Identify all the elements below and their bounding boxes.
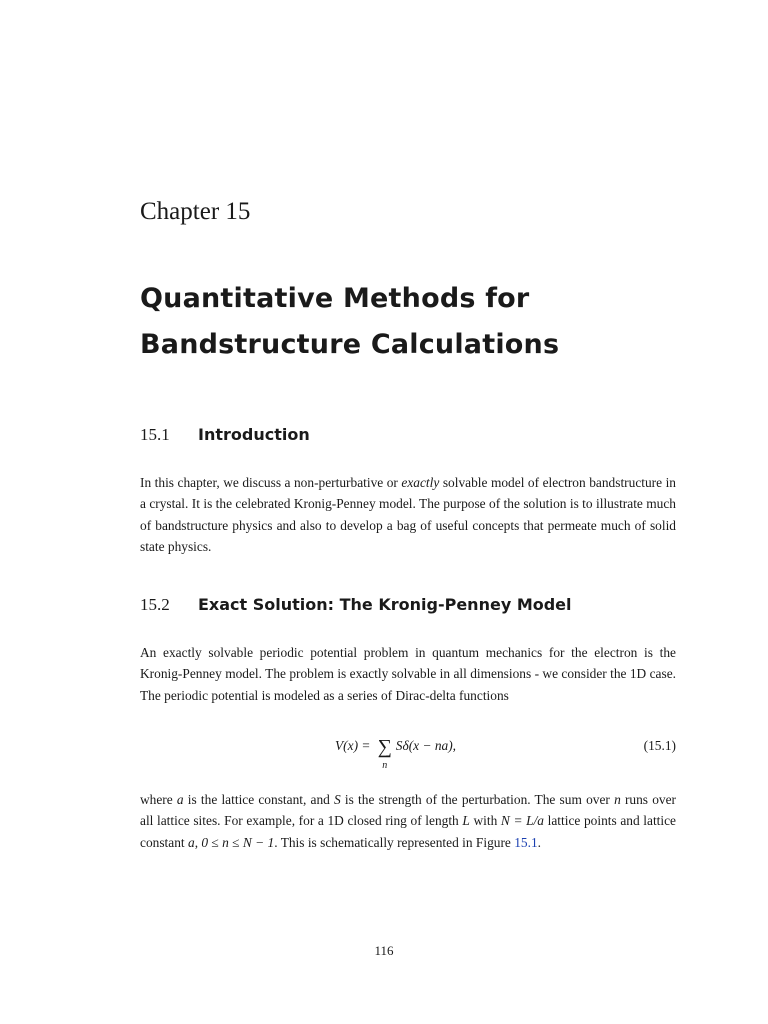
text: . This is schematically represented in Figure xyxy=(274,834,515,850)
section-number: 15.1 xyxy=(140,425,170,444)
section-heading-introduction xyxy=(140,425,310,445)
section-title: Introduction xyxy=(198,425,310,444)
equation-rhs: Sδ(x − na), xyxy=(395,738,457,753)
equation-15-1 xyxy=(140,736,676,776)
chapter-title xyxy=(140,276,700,368)
sum-symbol: ∑ xyxy=(377,736,392,758)
kp-intro-paragraph: An exactly solvable periodic potential problem in quantum mechanics for the electron is the Kronig-Penney model. The problem is exactly solvable in all dimensions - we consider the 1D case. The periodic potential is modeled as a series of Dirac-delta functions xyxy=(140,645,676,703)
math-var: L xyxy=(462,813,470,829)
math-expr: 0 ≤ n ≤ N − 1 xyxy=(201,834,275,850)
math-var: S xyxy=(334,792,341,807)
equation-number: (15.1) xyxy=(643,738,676,753)
page-number: 116 xyxy=(374,943,394,958)
text: . xyxy=(537,834,542,850)
summation xyxy=(374,736,396,771)
math-var: n xyxy=(614,792,621,807)
intro-emphasis: exactly xyxy=(401,475,440,490)
equation-lhs: V(x) = xyxy=(335,738,374,753)
text: , xyxy=(194,834,202,850)
section-heading-kronig-penney xyxy=(140,595,572,615)
sum-index: n xyxy=(382,760,388,771)
intro-text-1: In this chapter, we discuss a non-perturbative or xyxy=(140,475,402,490)
math-var: a xyxy=(176,792,184,807)
section-number: 15.2 xyxy=(140,595,170,614)
text: where xyxy=(140,792,177,807)
equation-body xyxy=(335,736,457,771)
chapter-label: Chapter 15 xyxy=(140,198,251,225)
text: runs over all lattice sites. For example, for a 1D closed ring of length xyxy=(140,792,676,829)
text: is the strength of the perturbation. The sum over xyxy=(340,792,615,807)
text: is the lattice constant, and xyxy=(183,792,335,807)
chapter-title-line-2: Bandstructure Calculations xyxy=(140,329,560,360)
figure-link[interactable]: 15.1 xyxy=(514,834,538,850)
section-title: Exact Solution: The Kronig-Penney Model xyxy=(198,595,572,614)
chapter-title-line-1: Quantitative Methods for xyxy=(140,283,530,314)
text: with xyxy=(469,813,501,829)
text: lattice points and lattice constant xyxy=(140,813,676,850)
after-equation-paragraph xyxy=(140,789,676,853)
math-var: a xyxy=(187,834,195,850)
math-expr: N = L/a xyxy=(500,813,544,829)
intro-text-2: solvable model of electron bandstructure in a crystal. It is the celebrated Kronig-Penney model. The purpose of the solution is to illustrate much of bandstructure physics and also to develop a bag of useful concepts that permeate much of solid state physics. xyxy=(140,475,676,555)
intro-paragraph xyxy=(140,472,676,558)
